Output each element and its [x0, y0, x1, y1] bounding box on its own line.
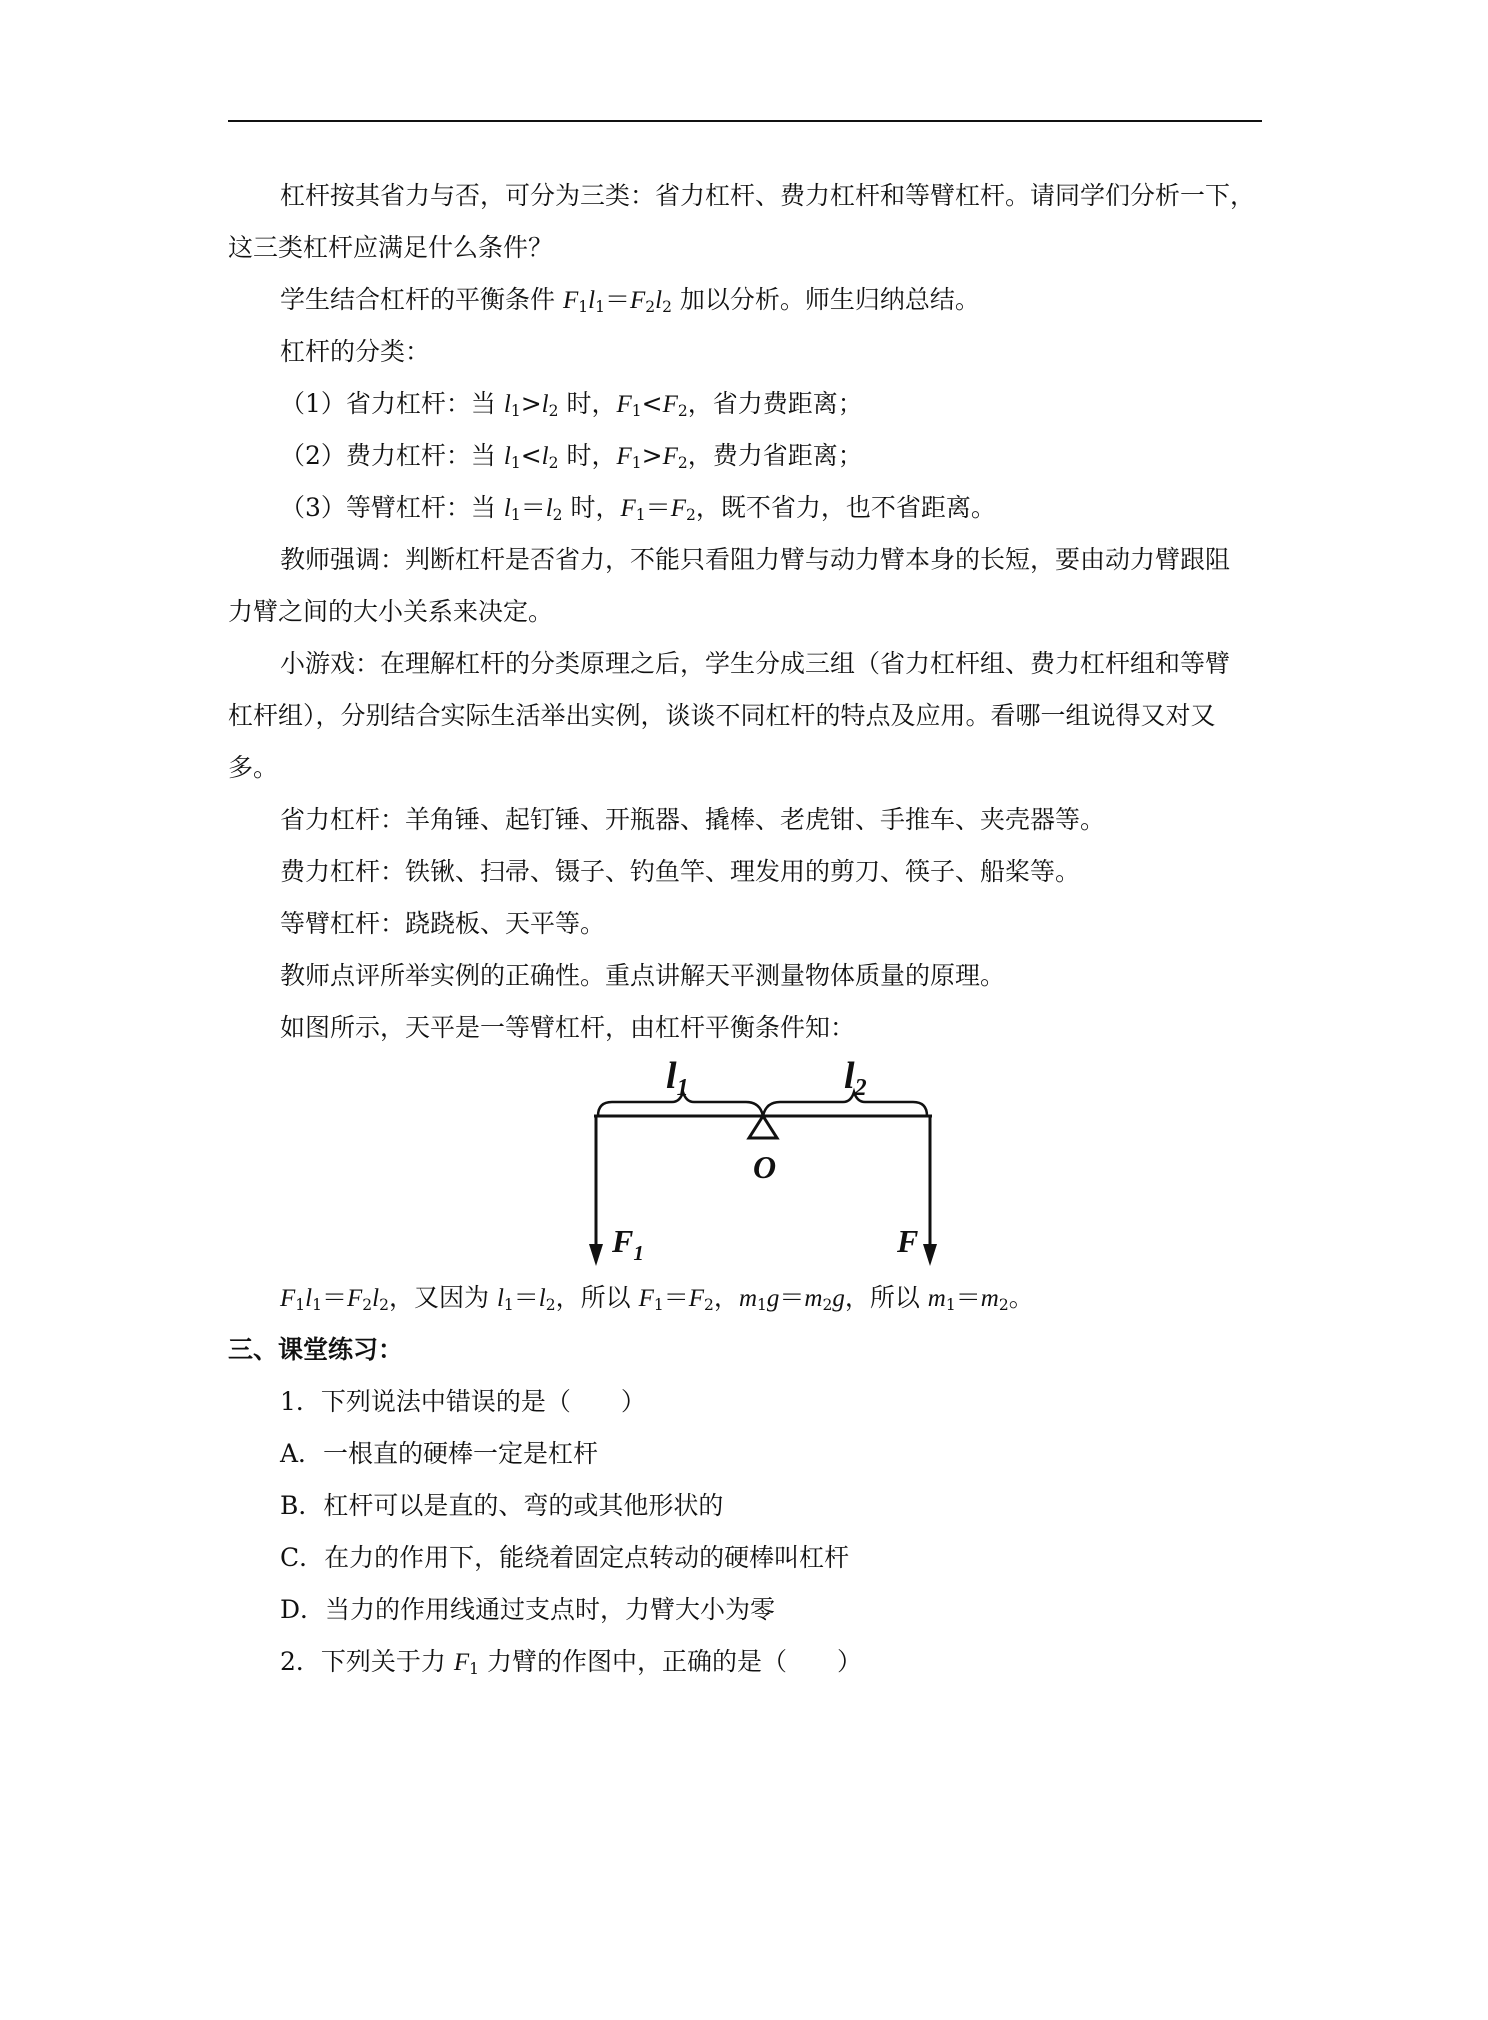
label-l1: l1: [666, 1055, 689, 1101]
label-pivot-o: O: [753, 1149, 777, 1185]
para-game-line2: 杠杆组），分别结合实际生活举出实例，谈谈不同杠杆的特点及应用。看哪一组说得又对又: [228, 701, 1216, 730]
question-1-option-c: C．在力的作用下，能绕着固定点转动的硬棒叫杠杆: [280, 1543, 850, 1572]
question-1-option-b: B．杠杆可以是直的、弯的或其他形状的: [280, 1491, 724, 1520]
para-intro-line2: 这三类杠杆应满足什么条件？: [228, 233, 554, 262]
section-title-practice: 三、课堂练习：: [228, 1335, 404, 1364]
example-force-saving: 省力杠杆：羊角锤、起钉锤、开瓶器、撬棒、老虎钳、手推车、夹壳器等。: [280, 805, 1106, 834]
classification-item-2: （2）费力杠杆：当 $l_1<l_2$ 时，$F_1>F_2$，费力省距离；: [280, 441, 863, 472]
example-force-costing: 费力杠杆：铁锹、扫帚、镊子、钓鱼竿、理发用的剪刀、筷子、船桨等。: [280, 857, 1081, 886]
balance-derivation: $F_1l_1=F_2l_2$，又因为 $l_1=l_2$，所以 $F_1=F_2$，$m_1g=m_2g$，所以 $m_1=m_2$。: [280, 1283, 1034, 1314]
force-f1-arrowhead: [589, 1244, 603, 1266]
question-1-option-a: A．一根直的硬棒一定是杠杆: [280, 1439, 599, 1468]
example-equal-arm: 等臂杠杆：跷跷板、天平等。: [280, 909, 606, 938]
para-figure-intro: 如图所示，天平是一等臂杠杆，由杠杆平衡条件知：: [280, 1013, 856, 1042]
force-f-arrowhead: [923, 1244, 937, 1266]
para-intro-line1: 杠杆按其省力与否，可分为三类：省力杠杆、费力杠杆和等臂杠杆。请同学们分析一下，: [280, 181, 1256, 210]
header-rule: [228, 120, 1262, 122]
arm-braces: [598, 1092, 927, 1116]
fulcrum-triangle: [749, 1116, 777, 1138]
para-game-line1: 小游戏：在理解杠杆的分类原理之后，学生分成三组（省力杠杆组、费力杠杆组和等臂: [280, 649, 1231, 678]
question-1-stem: 1．下列说法中错误的是（ ）: [280, 1387, 646, 1416]
label-f: F: [897, 1223, 919, 1259]
para-teacher-emphasis-line1: 教师强调：判断杠杆是否省力，不能只看阻力臂与动力臂本身的长短，要由动力臂跟阻: [280, 545, 1231, 574]
para-classification-heading: 杠杆的分类：: [280, 337, 431, 366]
para-game-line3: 多。: [228, 753, 279, 782]
classification-item-1: （1）省力杠杆：当 $l_1>l_2$ 时，$F_1<F_2$，省力费距离；: [280, 389, 863, 420]
question-2-stem: 2．下列关于力 $F_1$ 力臂的作图中，正确的是（ ）: [280, 1647, 862, 1678]
label-l2: l2: [844, 1055, 867, 1101]
para-balance-condition: 学生结合杠杆的平衡条件 $F_1l_1=F_2l_2$ 加以分析。师生归纳总结。: [280, 285, 980, 316]
classification-item-3: （3）等臂杠杆：当 $l_1=l_2$ 时，$F_1=F_2$，既不省力，也不省距离。: [280, 493, 996, 524]
question-1-option-d: D．当力的作用线通过支点时，力臂大小为零: [280, 1595, 776, 1624]
balance-lever-diagram: [588, 1044, 948, 1270]
para-teacher-review: 教师点评所举实例的正确性。重点讲解天平测量物体质量的原理。: [280, 961, 1006, 990]
label-f1: $F_1$: [612, 1223, 644, 1265]
para-teacher-emphasis-line2: 力臂之间的大小关系来决定。: [228, 597, 554, 626]
